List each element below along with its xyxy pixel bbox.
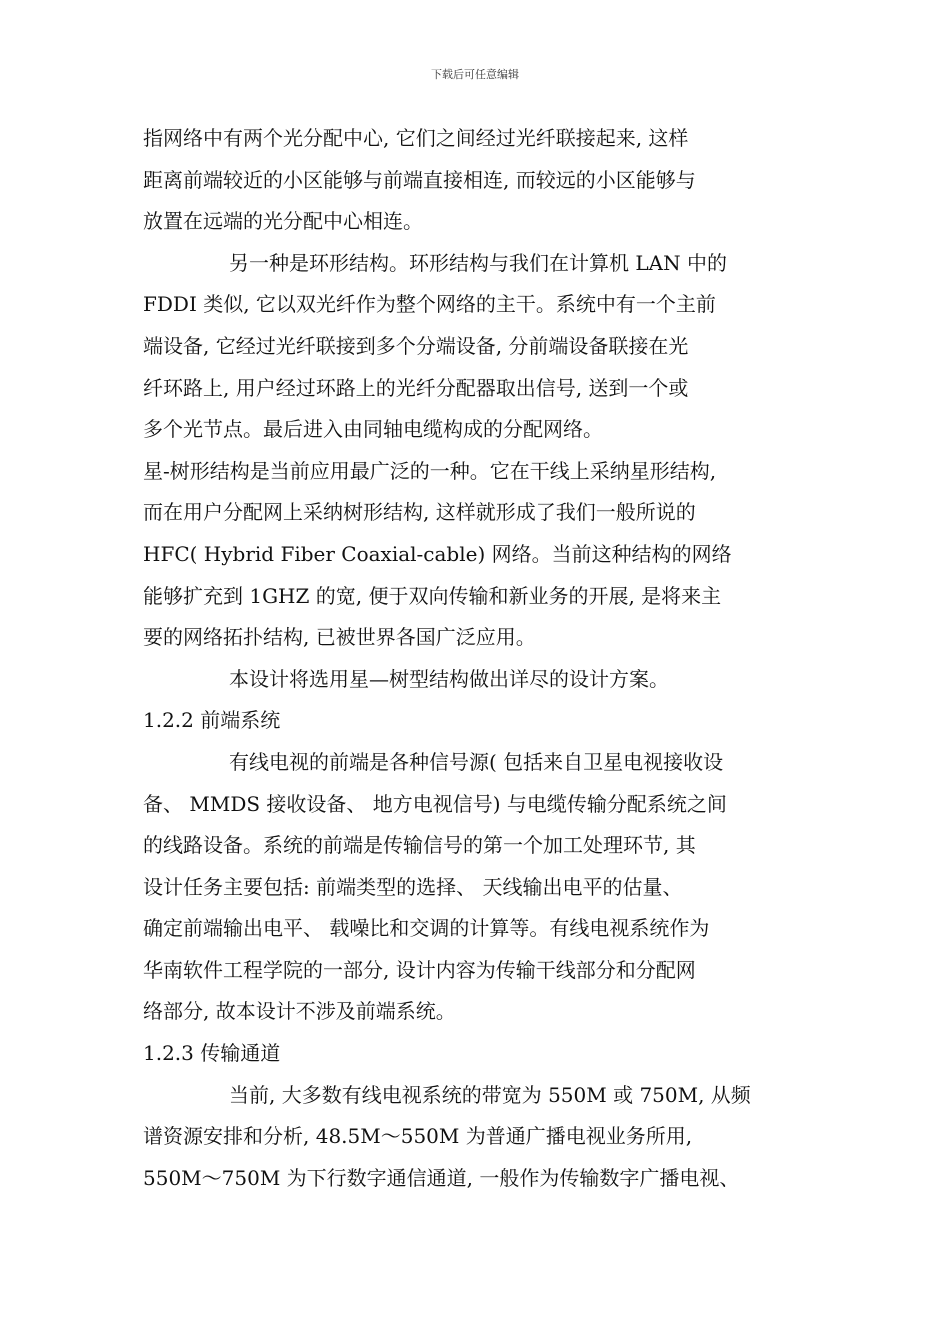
- text-line: 确定前端输出电平、 载噪比和交调的计算等。有线电视系统作为: [143, 916, 710, 941]
- text-line: 放置在远端的光分配中心相连。: [143, 209, 423, 234]
- document-body: [143, 118, 823, 1199]
- page-header-note: 下载后可任意编辑: [431, 68, 519, 81]
- text-line: 络部分, 故本设计不涉及前端系统。: [143, 999, 456, 1024]
- text-line: 多个光节点。最后进入由同轴电缆构成的分配网络。: [143, 417, 603, 442]
- paragraph-headend: 有线电视的前端是各种信号源( 包括来自卫星电视接收设: [229, 749, 724, 774]
- text-line: 谱资源安排和分析, 48.5M～550M 为普通广播电视业务所用,: [143, 1124, 693, 1149]
- section-heading-headend: 1.2.2 前端系统: [143, 708, 281, 733]
- text-line: 华南软件工程学院的一部分, 设计内容为传输干线部分和分配网: [143, 957, 696, 982]
- text-line: 的线路设备。系统的前端是传输信号的第一个加工处理环节, 其: [143, 833, 696, 858]
- text-line: 要的网络拓扑结构, 已被世界各国广泛应用。: [143, 625, 536, 650]
- paragraph-ring-structure: 另一种是环形结构。环形结构与我们在计算机 LAN 中的: [229, 250, 727, 275]
- text-line: 而在用户分配网上采纳树形结构, 这样就形成了我们一般所说的: [143, 500, 696, 525]
- text-line: FDDI 类似, 它以双光纤作为整个网络的主干。系统中有一个主前: [143, 292, 716, 317]
- text-line: 设计任务主要包括: 前端类型的选择、 天线输出电平的估量、: [143, 874, 683, 899]
- text-line: 能够扩充到 1GHZ 的宽, 便于双向传输和新业务的开展, 是将来主: [143, 583, 722, 608]
- text-line: 端设备, 它经过光纤联接到多个分端设备, 分前端设备联接在光: [143, 333, 689, 358]
- text-line: 指网络中有两个光分配中心, 它们之间经过光纤联接起来, 这样: [143, 126, 689, 150]
- text-line: 纤环路上, 用户经过环路上的光纤分配器取出信号, 送到一个或: [143, 375, 689, 400]
- paragraph-design-choice: 本设计将选用星—树型结构做出详尽的设计方案。: [229, 666, 669, 691]
- section-heading-transmission: 1.2.3 传输通道: [143, 1041, 281, 1066]
- text-line: HFC( Hybrid Fiber Coaxial-cable) 网络。当前这种结构的网络: [143, 541, 732, 566]
- text-line: 距离前端较近的小区能够与前端直接相连, 而较远的小区能够与: [143, 167, 696, 192]
- paragraph-star-tree-structure: 星-树形结构是当前应用最广泛的一种。它在干线上采纳星形结构,: [143, 458, 717, 483]
- paragraph-transmission: 当前, 大多数有线电视系统的带宽为 550M 或 750M, 从频: [229, 1082, 751, 1107]
- text-line: 备、 MMDS 接收设备、 地方电视信号) 与电缆传输分配系统之间: [143, 791, 727, 816]
- text-line: 550M～750M 为下行数字通信通道, 一般作为传输数字广播电视、: [143, 1165, 740, 1190]
